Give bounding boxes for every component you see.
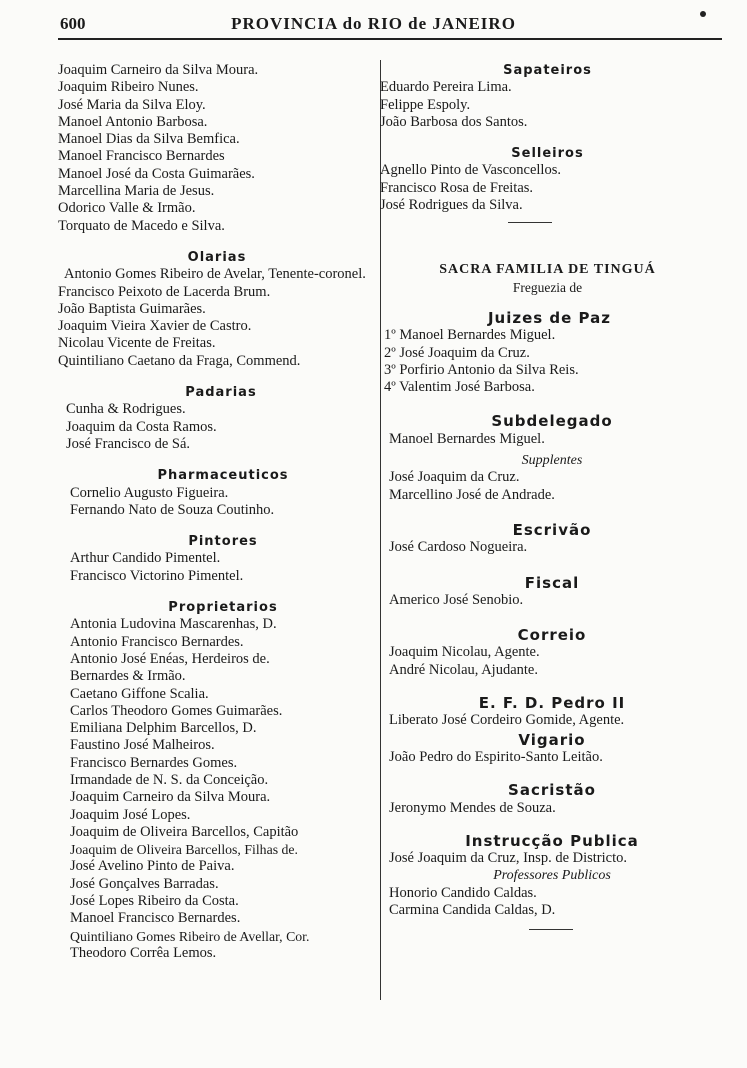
list-item: Eduardo Pereira Lima. <box>380 79 512 96</box>
section-instrucao <box>380 833 715 930</box>
parish-title: SACRA FAMILIA DE TINGUÁ <box>439 262 656 278</box>
section-subdelegado <box>380 413 715 503</box>
section-heading: Juizes de Paz <box>487 308 612 327</box>
list-item: Antonio José Enéas, Herdeiros de. <box>70 650 270 667</box>
list-item: Emiliana Delphim Barcellos, D. <box>70 720 257 737</box>
list-item: Quintiliano Caetano da Fraga, Commend. <box>58 352 301 369</box>
list-item: José Joaquim da Cruz. <box>389 469 520 486</box>
list-item: Quintiliano Gomes Ribeiro de Avellar, Cor. <box>70 928 310 944</box>
list-item: Arthur Candido Pimentel. <box>70 550 221 567</box>
section-sapateiros <box>380 62 715 131</box>
section-heading: Subdelegado <box>491 412 613 431</box>
list-item: Irmandade de N. S. da Conceição. <box>70 771 269 788</box>
section-padarias <box>58 384 376 453</box>
section-heading: Sacristão <box>508 781 596 800</box>
list-item: José Lopes Ribeiro da Costa. <box>70 893 239 910</box>
page-number: 600 <box>60 14 86 33</box>
list-item: Felippe Espoly. <box>380 96 471 113</box>
section-heading: Vigario <box>518 730 586 749</box>
section-heading: Olarias <box>187 249 247 265</box>
list-item: Theodoro Corrêa Lemos. <box>70 944 217 961</box>
list-item: José Cardoso Nogueira. <box>389 539 528 556</box>
list-item: Manoel José da Costa Guimarães. <box>58 165 255 182</box>
section-efdp <box>380 695 715 730</box>
list-item: 3º Porfirio Antonio da Silva Reis. <box>384 361 579 378</box>
page-header <box>0 0 747 44</box>
list-item: José Joaquim da Cruz, Insp. de Districto. <box>389 850 628 867</box>
list-item: Joaquim Ribeiro Nunes. <box>58 79 199 96</box>
list-item: Francisco Victorino Pimentel. <box>70 567 244 584</box>
list-item: Manoel Bernardes Miguel. <box>389 430 545 447</box>
section-divider <box>508 222 552 223</box>
section-proprietarios <box>58 599 376 962</box>
section-juizes <box>380 310 715 396</box>
list-item: Manoel Dias da Silva Bemfica. <box>58 131 240 148</box>
list-item: Marcellino José de Andrade. <box>389 486 555 503</box>
list-item: Nicolau Vicente de Freitas. <box>58 335 216 352</box>
list-item: Joaquim de Oliveira Barcellos, Capitão <box>70 823 299 840</box>
section-vigario <box>380 732 715 767</box>
list-item: Honorio Candido Caldas. <box>389 884 537 901</box>
section-selleiros <box>380 145 715 223</box>
list-item: Americo José Senobio. <box>389 591 524 608</box>
section-heading: Padarias <box>185 385 257 401</box>
list-item: 4º Valentim José Barbosa. <box>384 379 535 396</box>
list-item: Bernardes & Irmão. <box>70 668 186 685</box>
section-escrivao <box>380 522 715 557</box>
subheading: Professores Publicos <box>493 868 611 884</box>
running-title: PROVINCIA do RIO de JANEIRO <box>231 14 516 33</box>
section-heading: Instrucção Publica <box>465 831 639 850</box>
section-heading: Proprietarios <box>168 600 278 616</box>
section-heading: Pharmaceuticos <box>157 468 289 484</box>
list-continued <box>58 62 376 235</box>
section-divider <box>529 929 573 930</box>
list-item: João Pedro do Espirito-Santo Leitão. <box>389 748 603 765</box>
header-rule <box>58 38 722 40</box>
list-item: Manoel Francisco Bernardes. <box>70 910 241 927</box>
list-item: Joaquim Carneiro da Silva Moura. <box>58 62 259 78</box>
list-item: José Gonçalves Barradas. <box>70 875 219 892</box>
section-pintores <box>58 533 376 585</box>
list-item: André Nicolau, Ajudante. <box>389 661 538 678</box>
section-heading: Fiscal <box>524 573 580 592</box>
section-heading: E. F. D. Pedro II <box>478 694 626 713</box>
ink-dot <box>700 11 706 17</box>
section-pharmaceuticos <box>58 467 376 519</box>
subheading: Supplentes <box>521 453 583 469</box>
list-item: Carmina Candida Caldas, D. <box>389 901 556 918</box>
list-item: 2º José Joaquim da Cruz. <box>384 344 530 361</box>
list-item: Joaquim Nicolau, Agente. <box>389 644 540 661</box>
section-heading: Sapateiros <box>503 63 592 78</box>
list-item: Jeronymo Mendes de Souza. <box>389 799 556 816</box>
section-heading: Selleiros <box>511 146 584 162</box>
list-item: Odorico Valle & Irmão. <box>58 200 196 217</box>
list-item: Manoel Antonio Barbosa. <box>58 113 208 130</box>
list-item: José Francisco de Sá. <box>66 435 191 452</box>
list-item: Joaquim de Oliveira Barcellos, Filhas de. <box>70 842 298 858</box>
list-item: Cunha & Rodrigues. <box>66 401 186 418</box>
list-item: Liberato José Cordeiro Gomide, Agente. <box>389 712 625 729</box>
left-column <box>58 62 376 962</box>
parish-block <box>380 261 715 296</box>
list-item: Antonio Gomes Ribeiro de Avelar, Tenente-coronel. <box>64 266 366 283</box>
list-item: Cornelio Augusto Figueira. <box>70 484 229 501</box>
list-item: Manoel Francisco Bernardes <box>58 148 225 165</box>
section-heading: Correio <box>517 626 587 645</box>
list-item: Caetano Giffone Scalia. <box>70 685 209 702</box>
parish-subtitle: Freguezia de <box>512 279 583 295</box>
list-item: João Baptista Guimarães. <box>58 300 206 317</box>
list-item: José Rodrigues da Silva. <box>380 197 523 214</box>
section-heading: Pintores <box>188 534 258 550</box>
right-column <box>380 62 715 930</box>
list-item: Joaquim da Costa Ramos. <box>66 418 217 435</box>
list-item: Francisco Rosa de Freitas. <box>380 179 534 196</box>
list-item: Carlos Theodoro Gomes Guimarães. <box>70 702 283 719</box>
list-item: 1º Manoel Bernardes Miguel. <box>384 327 556 344</box>
section-fiscal <box>380 575 715 610</box>
section-heading: Escrivão <box>512 520 592 539</box>
list-item: Torquato de Macedo e Silva. <box>58 217 225 234</box>
list-item: Marcellina Maria de Jesus. <box>58 183 215 200</box>
list-item: Agnello Pinto de Vasconcellos. <box>380 162 561 179</box>
list-item: Joaquim Carneiro da Silva Moura. <box>70 789 271 806</box>
list-item: Antonio Francisco Bernardes. <box>70 633 244 650</box>
section-sacristao <box>380 782 715 817</box>
list-item: Joaquim Vieira Xavier de Castro. <box>58 318 252 335</box>
list-item: Francisco Peixoto de Lacerda Brum. <box>58 283 271 300</box>
list-item: José Maria da Silva Eloy. <box>58 96 206 113</box>
list-item: Faustino José Malheiros. <box>70 737 215 754</box>
section-correio <box>380 627 715 679</box>
list-item: Fernando Nato de Souza Coutinho. <box>70 501 275 518</box>
list-item: José Avelino Pinto de Paiva. <box>70 858 235 875</box>
section-olarias <box>58 249 376 370</box>
list-item: João Barbosa dos Santos. <box>380 113 528 130</box>
list-item: Francisco Bernardes Gomes. <box>70 754 238 771</box>
list-item: Antonia Ludovina Mascarenhas, D. <box>70 616 277 633</box>
list-item: Joaquim José Lopes. <box>70 806 191 823</box>
